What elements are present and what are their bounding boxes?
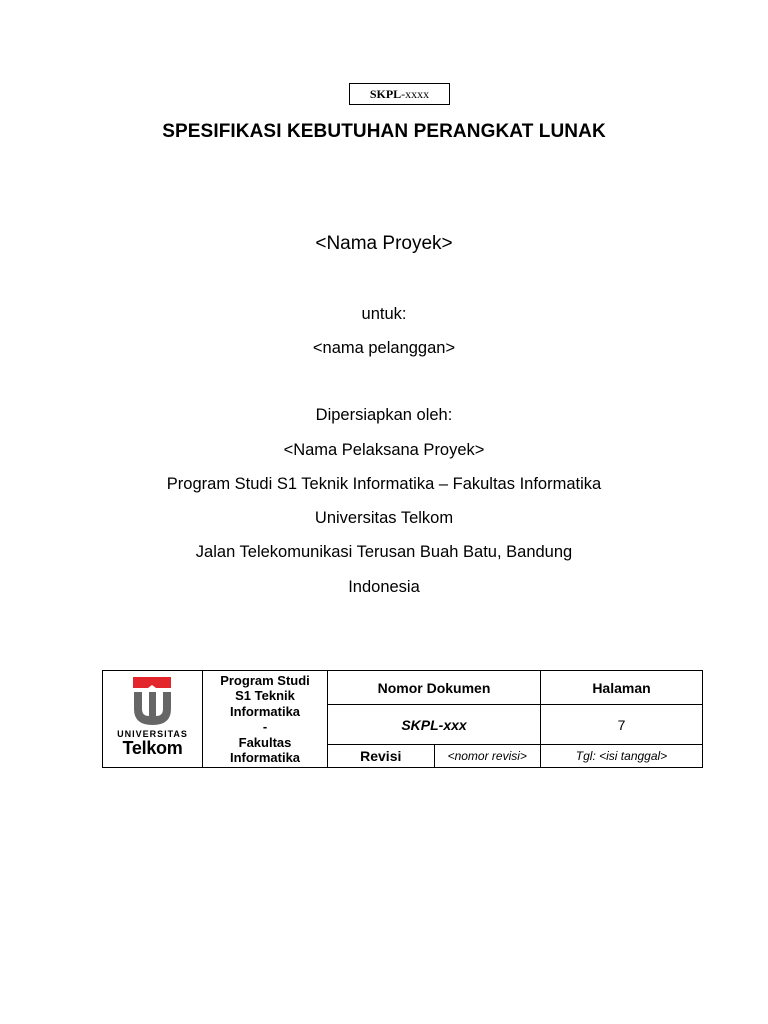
program-line-5: Fakultas bbox=[238, 734, 292, 750]
logo-cell bbox=[103, 671, 203, 768]
revision-label: Revisi bbox=[328, 745, 435, 768]
program-line-4: - bbox=[262, 719, 268, 734]
project-name: <Nama Proyek> bbox=[315, 233, 453, 254]
doc-number-header: Nomor Dokumen bbox=[328, 671, 541, 705]
program-line-2: S1 Teknik bbox=[235, 688, 295, 703]
revision-date: Tgl: <isi tanggal> bbox=[541, 745, 703, 768]
document-code-prefix: SKPL bbox=[369, 87, 402, 101]
university-name: Universitas Telkom bbox=[314, 509, 454, 527]
program-cell bbox=[203, 671, 328, 768]
program-line-3: Informatika bbox=[229, 703, 301, 719]
logo-small-text: UNIVERSITAS bbox=[117, 729, 188, 739]
revision-number: <nomor revisi> bbox=[434, 745, 541, 768]
program-line: Program Studi S1 Teknik Informatika – Fakultas Informatika bbox=[166, 475, 602, 493]
address: Jalan Telekomunikasi Terusan Buah Batu, Bandung bbox=[195, 543, 573, 561]
program-line-6: Informatika bbox=[229, 750, 301, 765]
telkom-university-logo bbox=[103, 671, 202, 767]
customer-name: <nama pelanggan> bbox=[312, 339, 456, 357]
document-code-suffix: -xxxx bbox=[401, 87, 430, 101]
logo-big-text: Telkom bbox=[122, 738, 183, 758]
document-info-table bbox=[102, 670, 703, 768]
doc-number-value: SKPL-xxx bbox=[328, 705, 541, 745]
for-label: untuk: bbox=[361, 305, 407, 323]
document-title: SPESIFIKASI KEBUTUHAN PERANGKAT LUNAK bbox=[162, 121, 606, 142]
country: Indonesia bbox=[348, 578, 420, 596]
program-line-1: Program Studi bbox=[220, 672, 310, 688]
executor-name: <Nama Pelaksana Proyek> bbox=[283, 441, 485, 459]
page-header: Halaman bbox=[541, 671, 703, 705]
page-number-value: 7 bbox=[541, 705, 703, 745]
document-code-box bbox=[349, 83, 450, 105]
prepared-by-label: Dipersiapkan oleh: bbox=[315, 406, 453, 424]
